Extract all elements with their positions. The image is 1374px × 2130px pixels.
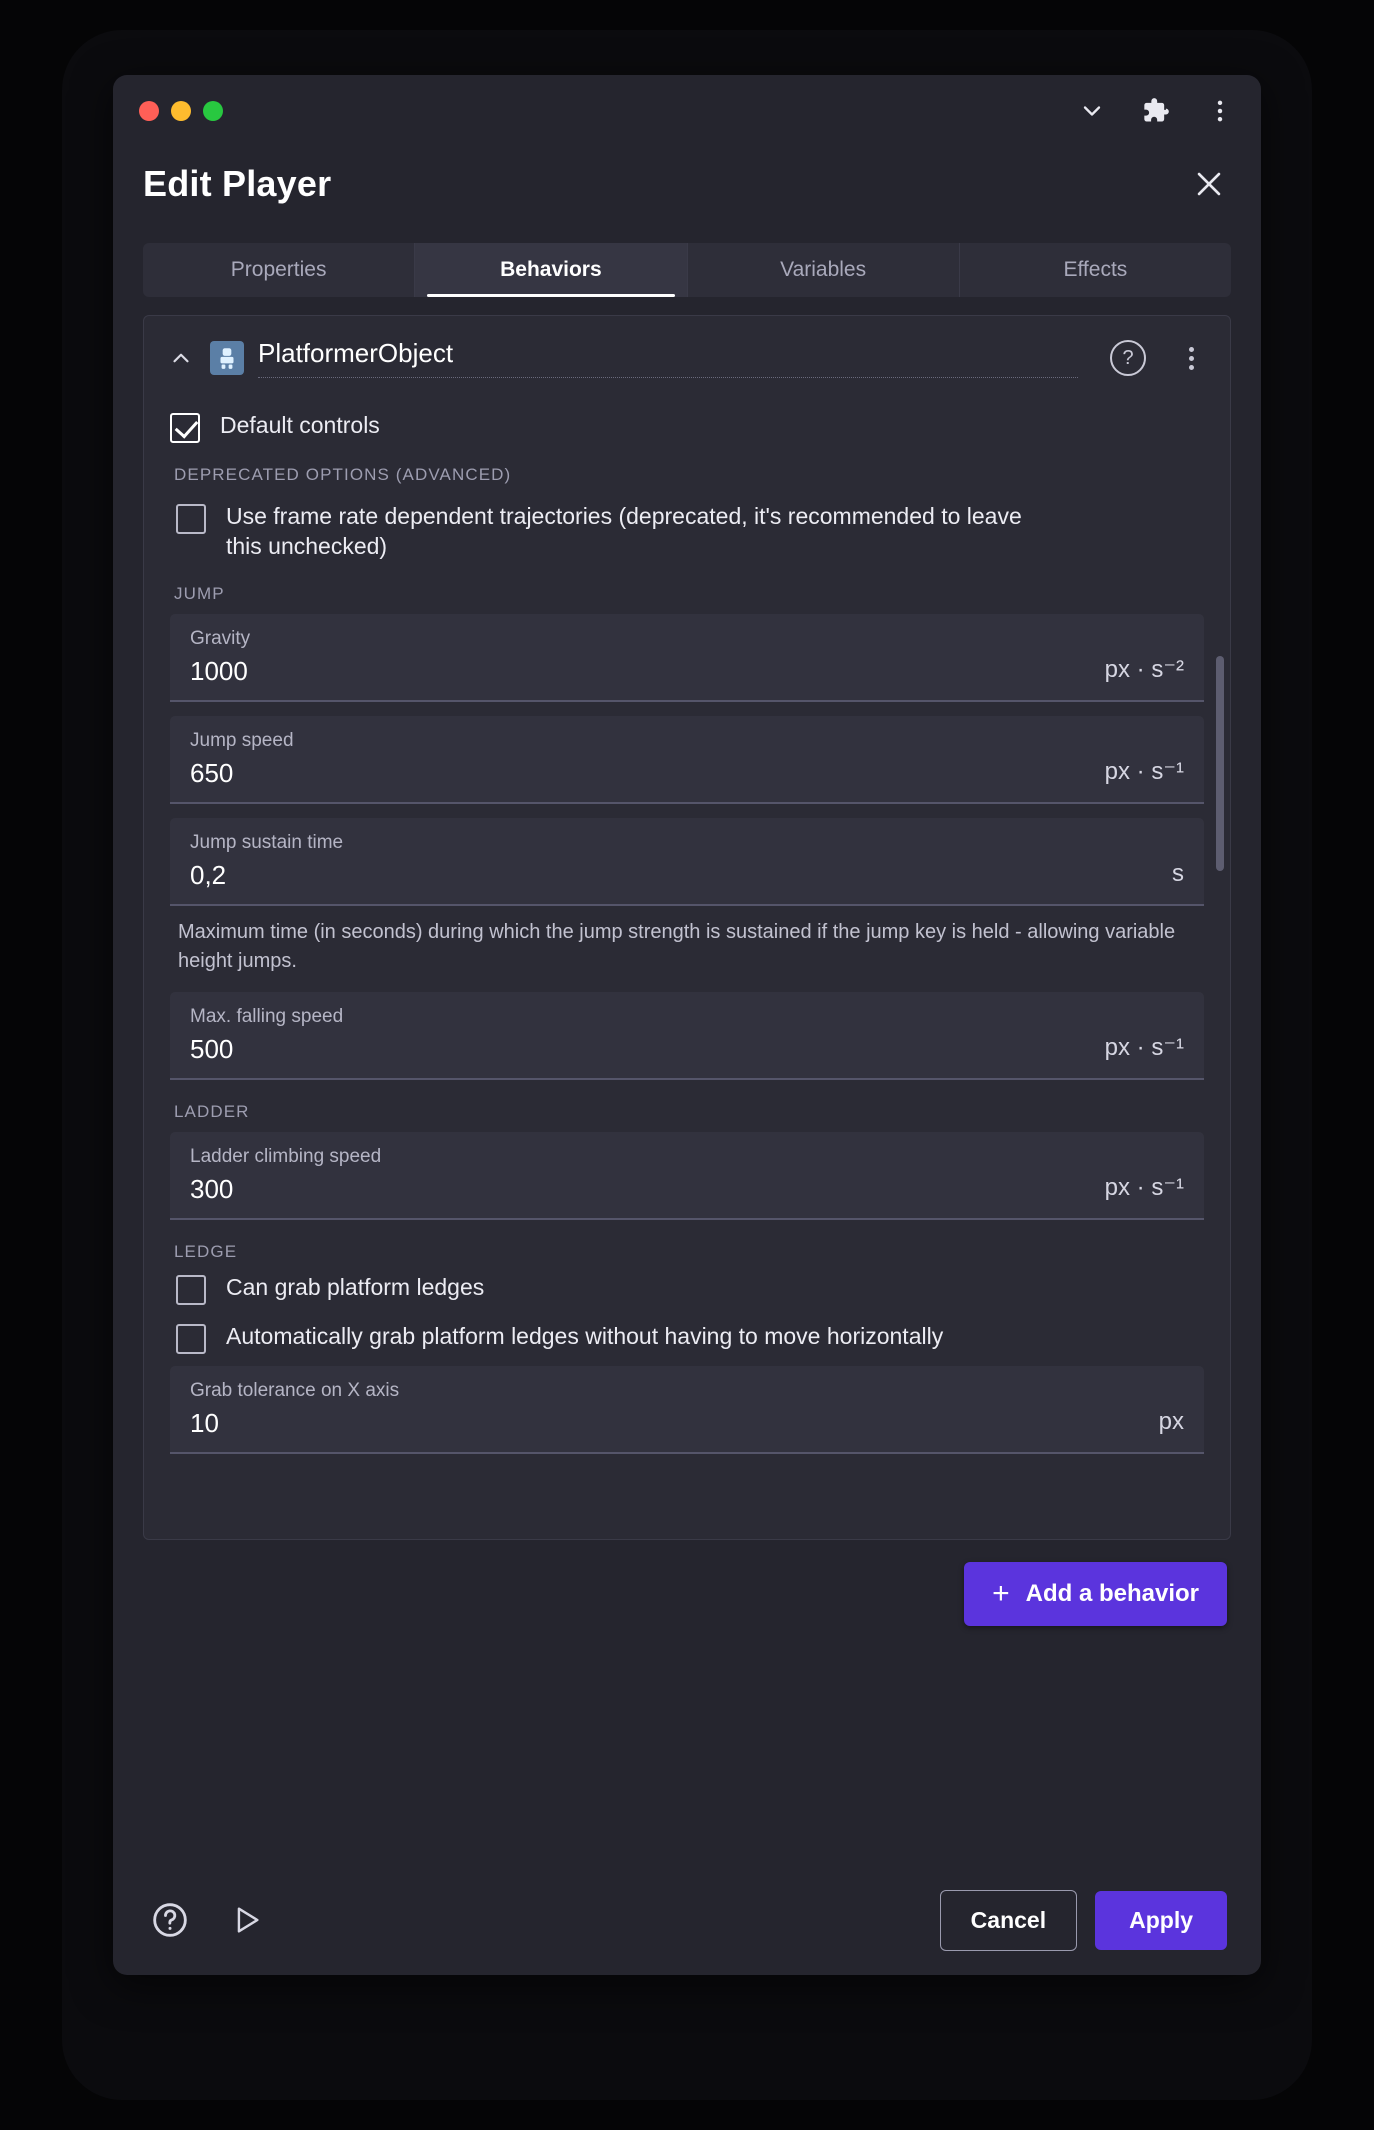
behavior-body [144, 388, 1230, 1454]
titlebar [113, 75, 1261, 147]
frame-rate-trajectories-row[interactable] [176, 501, 1204, 562]
plus-icon: + [992, 1577, 1010, 1610]
help-circle-icon[interactable] [147, 1897, 193, 1943]
behavior-name: PlatformerObject [258, 338, 454, 368]
footer-actions [940, 1890, 1227, 1951]
play-preview-icon[interactable] [223, 1897, 269, 1943]
can-grab-ledges-label: Can grab platform ledges [226, 1273, 485, 1300]
close-window-button[interactable] [139, 101, 159, 121]
field-jump-sustain-time-label: Jump sustain time [190, 831, 344, 853]
field-gravity-value[interactable]: 1000 [190, 655, 248, 686]
auto-grab-ledges-label: Automatically grab platform ledges without having to move horizontally [226, 1322, 944, 1349]
field-grab-tolerance-x-unit: px [1158, 1407, 1184, 1435]
field-jump-speed-label: Jump speed [190, 729, 294, 751]
tab-behaviors[interactable]: Behaviors [415, 243, 687, 297]
default-controls-label: Default controls [220, 412, 380, 438]
page-title: Edit Player [143, 163, 332, 204]
more-vertical-icon[interactable] [1205, 96, 1235, 126]
tab-properties[interactable]: Properties [143, 243, 415, 297]
behavior-name-field[interactable] [258, 338, 1078, 378]
dialog-header [113, 147, 1261, 221]
field-jump-sustain-time-value[interactable]: 0,2 [190, 859, 227, 890]
field-grab-tolerance-x[interactable] [170, 1366, 1204, 1454]
platformer-object-icon [210, 341, 244, 375]
field-max-falling-speed-label: Max. falling speed [190, 1005, 344, 1027]
field-jump-sustain-time-help: Maximum time (in seconds) during which the jump strength is sustained if the jump key is held - allowing variable height jumps. [178, 920, 1176, 972]
field-jump-sustain-time[interactable] [170, 818, 1204, 906]
panel-scrollbar[interactable] [1216, 656, 1224, 871]
default-controls-row[interactable] [170, 410, 1204, 443]
minimize-window-button[interactable] [171, 101, 191, 121]
field-grab-tolerance-x-value[interactable]: 10 [190, 1407, 219, 1438]
field-ladder-climbing-speed-value[interactable]: 300 [190, 1173, 234, 1204]
section-ladder-label: LADDER [174, 1101, 250, 1121]
auto-grab-ledges-checkbox[interactable] [176, 1324, 206, 1354]
maximize-window-button[interactable] [203, 101, 223, 121]
behavior-panel [143, 315, 1231, 1540]
field-grab-tolerance-x-label: Grab tolerance on X axis [190, 1379, 400, 1401]
behavior-header [144, 316, 1230, 388]
field-ladder-climbing-speed[interactable] [170, 1132, 1204, 1220]
field-gravity-label: Gravity [190, 627, 251, 649]
field-ladder-climbing-speed-label: Ladder climbing speed [190, 1145, 382, 1167]
section-jump-label: JUMP [174, 583, 225, 603]
titlebar-actions [1077, 96, 1235, 126]
section-ledge-label: LEDGE [174, 1241, 238, 1261]
field-ladder-climbing-speed-unit: px · s⁻¹ [1104, 1173, 1184, 1201]
behavior-help-icon[interactable]: ? [1110, 340, 1146, 376]
tab-bar [143, 243, 1231, 297]
field-gravity[interactable] [170, 614, 1204, 702]
dialog-footer [113, 1865, 1261, 1975]
auto-grab-ledges-row[interactable] [176, 1321, 1204, 1354]
field-max-falling-speed-value[interactable]: 500 [190, 1033, 234, 1064]
field-jump-speed[interactable] [170, 716, 1204, 804]
frame-rate-trajectories-label: Use frame rate dependent trajectories (deprecated, it's recommended to leave this unchecked) [226, 503, 1022, 560]
tab-variables[interactable]: Variables [688, 243, 960, 297]
apply-button[interactable]: Apply [1095, 1891, 1227, 1950]
add-behavior-button[interactable] [964, 1562, 1227, 1626]
field-gravity-unit: px · s⁻² [1104, 655, 1184, 683]
field-jump-sustain-time-unit: s [1172, 859, 1184, 887]
section-deprecated-label: DEPRECATED OPTIONS (ADVANCED) [174, 465, 512, 484]
frame-rate-trajectories-checkbox[interactable] [176, 504, 206, 534]
default-controls-checkbox[interactable] [170, 413, 200, 443]
window-controls[interactable] [139, 101, 223, 121]
add-behavior-label: Add a behavior [1025, 1580, 1199, 1607]
cancel-button[interactable]: Cancel [940, 1890, 1077, 1951]
field-jump-speed-unit: px · s⁻¹ [1104, 757, 1184, 785]
can-grab-ledges-checkbox[interactable] [176, 1275, 206, 1305]
collapse-chevron-icon[interactable] [166, 343, 196, 373]
chevron-down-icon[interactable] [1077, 96, 1107, 126]
close-dialog-button[interactable] [1187, 162, 1231, 206]
add-behavior-row [113, 1540, 1261, 1626]
can-grab-ledges-row[interactable] [176, 1272, 1204, 1305]
edit-player-window [113, 75, 1261, 1975]
field-max-falling-speed[interactable] [170, 992, 1204, 1080]
field-jump-speed-value[interactable]: 650 [190, 757, 234, 788]
field-max-falling-speed-unit: px · s⁻¹ [1104, 1033, 1184, 1061]
extensions-puzzle-icon[interactable] [1141, 96, 1171, 126]
tab-effects[interactable]: Effects [1063, 258, 1128, 281]
behavior-more-menu-icon[interactable] [1176, 347, 1206, 370]
